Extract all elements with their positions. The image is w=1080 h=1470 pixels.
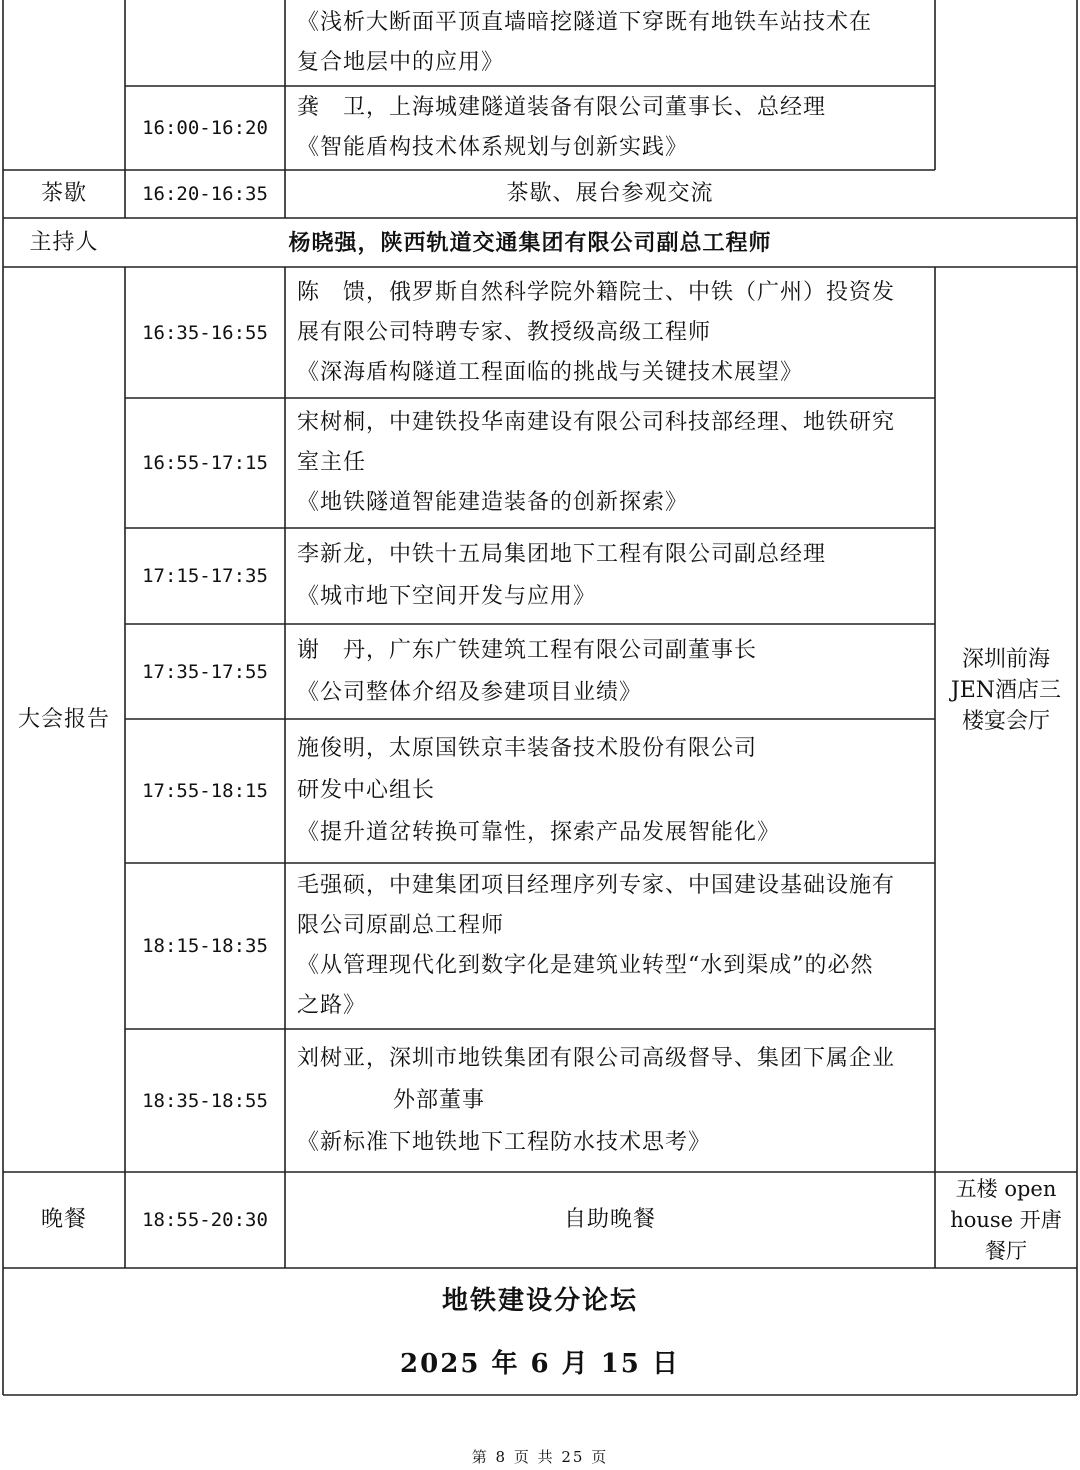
- talk-title: 《从管理现代化到数字化是建筑业转型“水到渠成”的必然: [297, 953, 874, 978]
- talk-entry: [285, 863, 935, 1029]
- talk-title: 《地铁隧道智能建造装备的创新探索》: [297, 490, 689, 515]
- speaker-line: 谢 丹，广东广铁建筑工程有限公司副董事长: [297, 637, 758, 663]
- forum-date: 2025 年 6 月 15 日: [400, 1349, 680, 1379]
- dinner-content: 自助晚餐: [563, 1207, 656, 1232]
- forum-title: 地铁建设分论坛: [441, 1286, 638, 1316]
- time-slot: 18:55-20:30: [142, 1209, 268, 1231]
- talk-title: 之路》: [297, 993, 367, 1018]
- time-slot: 17:55-18:15: [142, 780, 268, 802]
- session-label-dinner: 晚餐: [40, 1207, 87, 1232]
- talk-entry: [285, 398, 935, 528]
- speaker-line: 室主任: [297, 450, 367, 475]
- talk-title-continuation: [285, 0, 935, 86]
- time-slot: 17:35-17:55: [142, 660, 268, 683]
- speaker-line: 施俊明，太原国铁京丰装备技术股份有限公司: [297, 736, 758, 761]
- speaker-line: 刘树亚，深圳市地铁集团有限公司高级督导、集团下属企业: [297, 1045, 896, 1071]
- speaker-line: 外部董事: [393, 1087, 486, 1113]
- session-label-tea: 茶歇: [40, 181, 87, 206]
- dinner-venue: 五楼 open house 开唐餐厅: [950, 1176, 1062, 1263]
- speaker-line: 限公司原副总工程师: [297, 913, 505, 938]
- time-slot: 16:20-16:35: [142, 183, 268, 205]
- time-slot: 16:35-16:55: [142, 321, 268, 344]
- speaker-line: 研发中心组长: [297, 778, 436, 803]
- time-slot: 18:35-18:55: [142, 1089, 268, 1112]
- talk-title: 《深海盾构隧道工程面临的挑战与关键技术展望》: [297, 359, 804, 385]
- speaker-line: 龚 卫，上海城建隧道装备有限公司董事长、总经理: [297, 95, 827, 120]
- talk-title: 《公司整体介绍及参建项目业绩》: [297, 679, 643, 705]
- speaker-line: 宋树桐，中建铁投华南建设有限公司科技部经理、地铁研究: [297, 410, 896, 435]
- talk-line: 复合地层中的应用》: [297, 50, 505, 75]
- speaker-line: 展有限公司特聘专家、教授级高级工程师: [297, 319, 712, 345]
- session-label-reports: 大会报告: [17, 706, 110, 732]
- page-number: 第 8 页 共 25 页: [471, 1448, 609, 1466]
- time-slot: 17:15-17:35: [142, 565, 268, 587]
- session-label-host: 主持人: [29, 229, 99, 255]
- speaker-line: 毛强硕，中建集团项目经理序列专家、中国建设基础设施有: [297, 873, 896, 898]
- talk-entry: [285, 1029, 935, 1172]
- talk-title: 《提升道岔转换可靠性，探索产品发展智能化》: [297, 820, 781, 845]
- talk-entry: [285, 86, 935, 170]
- speaker-line: 李新龙，中铁十五局集团地下工程有限公司副总经理: [297, 542, 827, 567]
- talk-entry: [285, 267, 935, 398]
- talk-entry: [285, 624, 935, 719]
- venue-main: 深圳前海JEN酒店三楼宴会厅: [950, 646, 1062, 734]
- talk-line: 《浅析大断面平顶直墙暗挖隧道下穿既有地铁车站技术在: [297, 10, 873, 35]
- talk-entry: [285, 528, 935, 624]
- time-slot: 16:55-17:15: [142, 452, 268, 474]
- time-slot: 16:00-16:20: [142, 117, 268, 139]
- tea-break-content: 茶歇、展台参观交流: [506, 181, 714, 206]
- talk-entry: [285, 719, 935, 863]
- speaker-line: 陈 馈，俄罗斯自然科学院外籍院士、中铁（广州）投资发: [297, 279, 896, 305]
- talk-title: 《智能盾构技术体系规划与创新实践》: [297, 135, 689, 160]
- host-name: 杨晓强，陕西轨道交通集团有限公司副总工程师: [288, 229, 772, 256]
- talk-title: 《新标准下地铁地下工程防水技术思考》: [297, 1129, 712, 1155]
- talk-title: 《城市地下空间开发与应用》: [297, 584, 597, 609]
- time-slot: 18:15-18:35: [142, 935, 268, 957]
